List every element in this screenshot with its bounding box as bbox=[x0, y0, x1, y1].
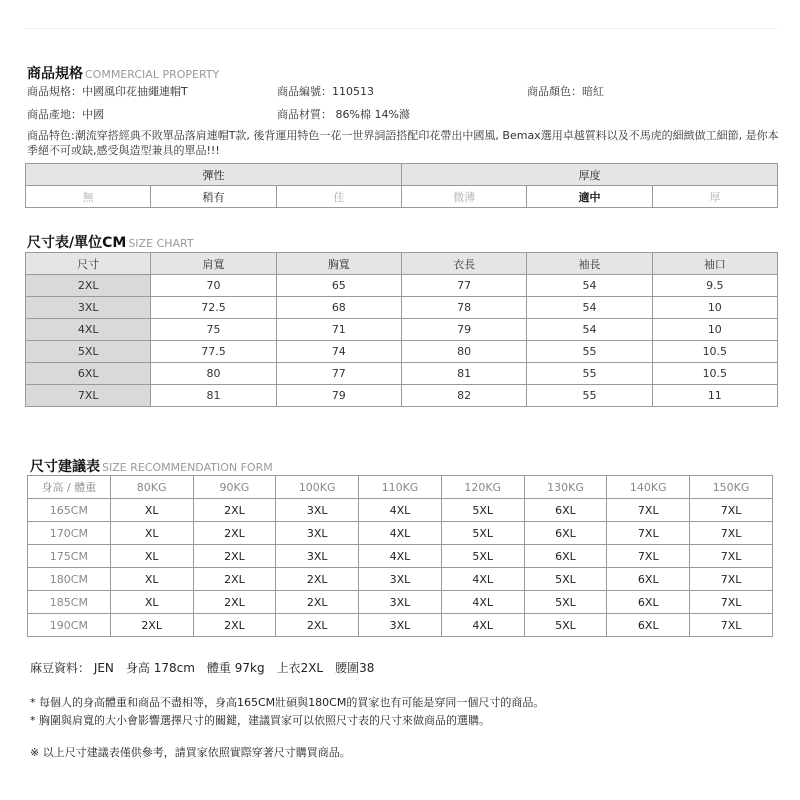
table-cell: 3XL bbox=[359, 591, 442, 614]
table-cell: 78 bbox=[401, 297, 526, 319]
property-table bbox=[25, 163, 778, 208]
product-color: 商品顏色：暗紅 bbox=[527, 85, 604, 98]
size-chart-title-en: SIZE CHART bbox=[128, 237, 194, 250]
table-row bbox=[26, 275, 778, 297]
height-cell: 185CM bbox=[28, 591, 111, 614]
table-cell: 6XL bbox=[524, 545, 607, 568]
table-row bbox=[28, 591, 773, 614]
table-cell: 68 bbox=[276, 297, 401, 319]
size-chart-title bbox=[27, 232, 194, 252]
table-cell: 2XL bbox=[110, 614, 193, 637]
table-cell: 3XL bbox=[276, 545, 359, 568]
table-cell: XL bbox=[110, 568, 193, 591]
product-features: 商品特色:潮流穿搭經典不敗單品落肩連帽T款, 後背運用特色一花一世界詞語搭配印花帶出中國風, Bemax選用卓越質料以及不馬虎的細緻做工細節, 是你本季絕不可或缺,感受與造型兼具的單品!!! bbox=[27, 129, 779, 157]
table-cell: 2XL bbox=[276, 568, 359, 591]
height-cell: 175CM bbox=[28, 545, 111, 568]
elasticity-option: 無 bbox=[26, 186, 151, 208]
table-cell: 7XL bbox=[690, 591, 773, 614]
table-cell: 55 bbox=[527, 363, 652, 385]
table-cell: 55 bbox=[527, 385, 652, 407]
product-info-row-2 bbox=[27, 106, 777, 120]
table-cell: 5XL bbox=[441, 499, 524, 522]
table-cell: 54 bbox=[527, 275, 652, 297]
product-origin: 商品產地：中國 bbox=[27, 108, 104, 121]
table-cell: 2XL bbox=[276, 591, 359, 614]
product-section-title bbox=[27, 63, 219, 83]
table-cell: 5XL bbox=[441, 545, 524, 568]
recommendation-header-row bbox=[28, 476, 773, 499]
table-cell: 6XL bbox=[607, 614, 690, 637]
table-cell: 7XL bbox=[690, 568, 773, 591]
column-header: 身高 / 體重 bbox=[28, 476, 111, 499]
thickness-option-selected: 適中 bbox=[527, 186, 652, 208]
product-spec: 商品規格：中國風印花抽繩連帽T bbox=[27, 85, 188, 98]
table-cell: 54 bbox=[527, 297, 652, 319]
table-cell: 5XL bbox=[524, 568, 607, 591]
height-cell: 170CM bbox=[28, 522, 111, 545]
table-cell: 81 bbox=[151, 385, 276, 407]
table-cell: 54 bbox=[527, 319, 652, 341]
table-row bbox=[26, 297, 778, 319]
column-header: 120KG bbox=[441, 476, 524, 499]
size-chart-header-row bbox=[26, 253, 778, 275]
table-cell: 7XL bbox=[690, 499, 773, 522]
table-row bbox=[26, 319, 778, 341]
size-cell: 5XL bbox=[26, 341, 151, 363]
table-cell: 7XL bbox=[690, 522, 773, 545]
size-cell: 6XL bbox=[26, 363, 151, 385]
recommendation-title bbox=[30, 456, 273, 476]
recommendation-title-en: SIZE RECOMMENDATION FORM bbox=[102, 461, 273, 474]
size-chart-title-zh: 尺寸表/單位CM bbox=[27, 235, 127, 251]
table-cell: 3XL bbox=[359, 568, 442, 591]
recommendation-title-zh: 尺寸建議表 bbox=[30, 459, 100, 475]
thickness-header: 厚度 bbox=[401, 164, 777, 186]
table-cell: 10 bbox=[652, 319, 777, 341]
table-cell: 9.5 bbox=[652, 275, 777, 297]
table-row bbox=[26, 385, 778, 407]
column-header: 140KG bbox=[607, 476, 690, 499]
product-info-row-1 bbox=[27, 83, 777, 97]
table-cell: 2XL bbox=[193, 499, 276, 522]
table-cell: 4XL bbox=[359, 545, 442, 568]
table-cell: XL bbox=[110, 522, 193, 545]
table-row bbox=[28, 545, 773, 568]
table-cell: XL bbox=[110, 499, 193, 522]
table-cell: 4XL bbox=[441, 614, 524, 637]
table-cell: 5XL bbox=[441, 522, 524, 545]
table-cell: 6XL bbox=[607, 568, 690, 591]
table-cell: 65 bbox=[276, 275, 401, 297]
column-header: 90KG bbox=[193, 476, 276, 499]
column-header: 80KG bbox=[110, 476, 193, 499]
column-header: 100KG bbox=[276, 476, 359, 499]
elasticity-option: 佳 bbox=[276, 186, 401, 208]
height-cell: 190CM bbox=[28, 614, 111, 637]
table-cell: XL bbox=[110, 545, 193, 568]
table-cell: 55 bbox=[527, 341, 652, 363]
table-cell: 6XL bbox=[524, 499, 607, 522]
table-cell: 4XL bbox=[359, 522, 442, 545]
table-cell: 4XL bbox=[441, 568, 524, 591]
product-code: 商品編號：110513 bbox=[277, 85, 374, 98]
table-cell: 2XL bbox=[193, 522, 276, 545]
table-cell: 81 bbox=[401, 363, 526, 385]
table-cell: 10.5 bbox=[652, 341, 777, 363]
column-header: 150KG bbox=[690, 476, 773, 499]
table-cell: 80 bbox=[401, 341, 526, 363]
column-header: 尺寸 bbox=[26, 253, 151, 275]
table-cell: 82 bbox=[401, 385, 526, 407]
table-cell: 77.5 bbox=[151, 341, 276, 363]
column-header: 袖長 bbox=[527, 253, 652, 275]
table-cell: 7XL bbox=[607, 522, 690, 545]
elasticity-header: 彈性 bbox=[26, 164, 402, 186]
table-cell: 75 bbox=[151, 319, 276, 341]
table-cell: 5XL bbox=[524, 591, 607, 614]
product-title-zh: 商品規格 bbox=[27, 66, 83, 82]
thickness-option: 微薄 bbox=[401, 186, 526, 208]
top-divider bbox=[25, 28, 777, 29]
table-cell: 6XL bbox=[607, 591, 690, 614]
product-title-en: COMMERCIAL PROPERTY bbox=[85, 68, 220, 81]
table-cell: 72.5 bbox=[151, 297, 276, 319]
table-cell: 79 bbox=[276, 385, 401, 407]
table-row bbox=[28, 568, 773, 591]
table-row bbox=[28, 522, 773, 545]
table-cell: 74 bbox=[276, 341, 401, 363]
table-cell: 7XL bbox=[690, 545, 773, 568]
thickness-option: 厚 bbox=[652, 186, 777, 208]
size-chart-table bbox=[25, 252, 778, 407]
table-cell: 3XL bbox=[359, 614, 442, 637]
table-cell: 7XL bbox=[607, 545, 690, 568]
table-cell: 4XL bbox=[441, 591, 524, 614]
size-cell: 3XL bbox=[26, 297, 151, 319]
note-line: * 胸圍與肩寬的大小會影響選擇尺寸的關鍵，建議買家可以依照尺寸表的尺寸來做商品的選購。 bbox=[30, 714, 490, 727]
height-cell: 180CM bbox=[28, 568, 111, 591]
table-cell: 2XL bbox=[193, 591, 276, 614]
table-cell: 3XL bbox=[276, 499, 359, 522]
column-header: 肩寬 bbox=[151, 253, 276, 275]
table-row bbox=[26, 363, 778, 385]
size-cell: 2XL bbox=[26, 275, 151, 297]
table-cell: 79 bbox=[401, 319, 526, 341]
size-cell: 4XL bbox=[26, 319, 151, 341]
height-cell: 165CM bbox=[28, 499, 111, 522]
disclaimer: ※ 以上尺寸建議表僅供參考，請買家依照實際穿著尺寸購買商品。 bbox=[30, 746, 351, 759]
table-cell: 11 bbox=[652, 385, 777, 407]
model-info: 麻豆資料： JEN 身高 178cm 體重 97kg 上衣2XL 腰圍38 bbox=[30, 661, 375, 675]
column-header: 110KG bbox=[359, 476, 442, 499]
table-cell: 10 bbox=[652, 297, 777, 319]
product-material: 商品材質： 86%棉 14%滌 bbox=[277, 108, 410, 121]
table-cell: 80 bbox=[151, 363, 276, 385]
table-row bbox=[28, 499, 773, 522]
table-cell: XL bbox=[110, 591, 193, 614]
size-cell: 7XL bbox=[26, 385, 151, 407]
elasticity-option-selected: 稍有 bbox=[151, 186, 276, 208]
table-cell: 10.5 bbox=[652, 363, 777, 385]
table-cell: 77 bbox=[276, 363, 401, 385]
column-header: 袖口 bbox=[652, 253, 777, 275]
table-cell: 7XL bbox=[690, 614, 773, 637]
column-header: 衣長 bbox=[401, 253, 526, 275]
recommendation-table bbox=[27, 475, 773, 637]
table-cell: 4XL bbox=[359, 499, 442, 522]
table-cell: 71 bbox=[276, 319, 401, 341]
table-cell: 5XL bbox=[524, 614, 607, 637]
table-cell: 2XL bbox=[193, 545, 276, 568]
table-cell: 3XL bbox=[276, 522, 359, 545]
table-row bbox=[26, 341, 778, 363]
table-cell: 2XL bbox=[276, 614, 359, 637]
table-cell: 77 bbox=[401, 275, 526, 297]
table-cell: 7XL bbox=[607, 499, 690, 522]
table-row bbox=[28, 614, 773, 637]
table-cell: 2XL bbox=[193, 614, 276, 637]
table-cell: 70 bbox=[151, 275, 276, 297]
column-header: 胸寬 bbox=[276, 253, 401, 275]
note-line: * 每個人的身高體重和商品不盡相等，身高165CM壯碩與180CM的買家也有可能是穿同一個尺寸的商品。 bbox=[30, 696, 545, 709]
table-cell: 6XL bbox=[524, 522, 607, 545]
column-header: 130KG bbox=[524, 476, 607, 499]
table-cell: 2XL bbox=[193, 568, 276, 591]
